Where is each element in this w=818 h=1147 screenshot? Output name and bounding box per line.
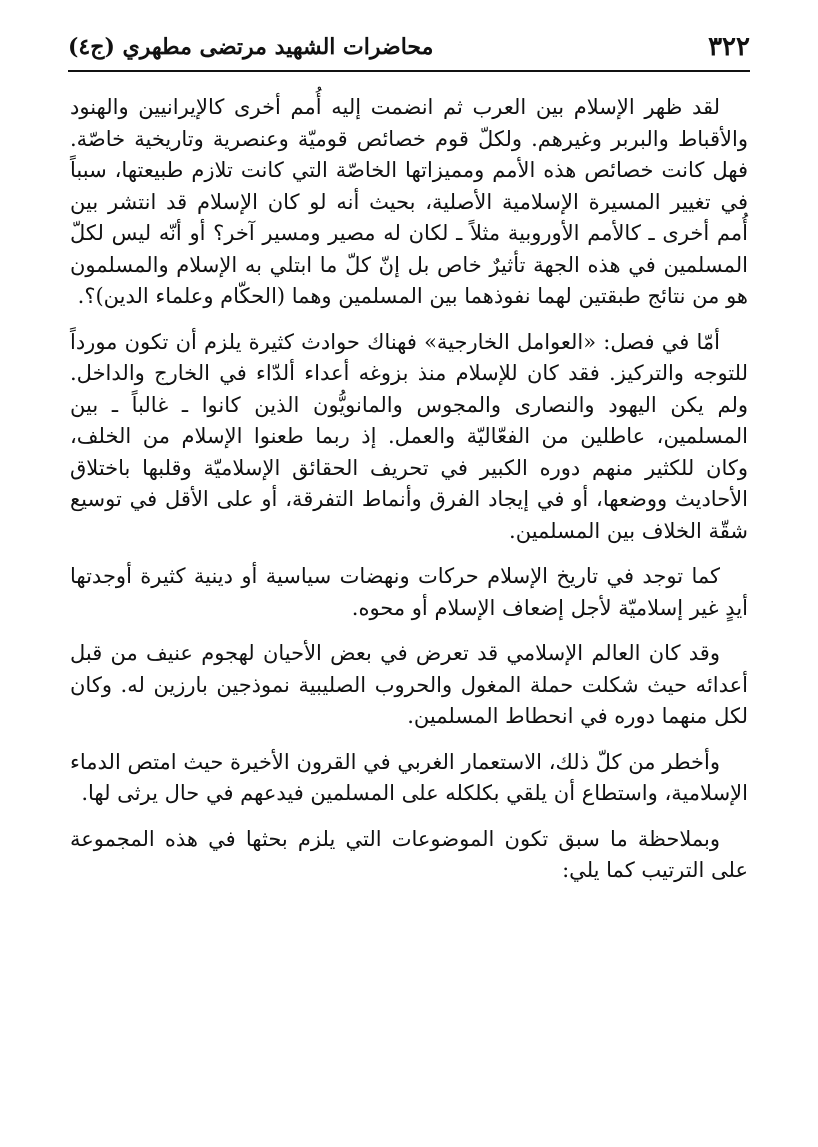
paragraph: وقد كان العالم الإسلامي قد تعرض في بعض الأحيان لهجوم عنيف من قبل أعدائه حيث شكلت حملة المغول والحروب الصليبية نموذجين بارزين له. وكان لكل منهما دوره في انحطاط المسلمين. bbox=[70, 641, 748, 728]
page-header bbox=[68, 24, 750, 70]
paragraph: لقد ظهر الإسلام بين العرب ثم انضمت إليه أُمم أخرى كالإيرانيين والهنود والأقباط والبربر وغيرهم. ولكلّ قوم خصائص قوميّة وعنصرية وتاريخية خاصّة. فهل كانت خصائص هذه الأمم ومميزاتها الخاصّة التي كانت تلازم طبيعتها، سبباً في تغيير المسيرة الإسلامية الأصلية، بحيث أنه لو كان الإسلام قد انتشر بين أُمم أخرى ـ كالأمم الأوروبية مثلاً ـ لكان له مصير ومسير آخر؟ أو أنّه ليس لكلّ المسلمين في هذه الجهة تأثيرٌ خاص بل إنّ كلّ ما ابتلي به الإسلام والمسلمون هو من نتائج طبقتين لهما نفوذهما بين المسلمين وهما (الحكّام وعلماء الدين)؟. bbox=[70, 95, 748, 308]
paragraph: أمّا في فصل: «العوامل الخارجية» فهناك حوادث كثيرة يلزم أن تكون مورداً للتوجه والتركيز. فقد كان للإسلام منذ بزوغه أعداء ألدّاء في الخارج والداخل. ولم يكن اليهود والنصارى والمجوس والمانويُّون الذين كانوا ـ غالباً ـ بين المسلمين، عاطلين من الفعّاليّة والعمل. إذ ربما طعنوا الإسلام من الخلف، وكان للكثير منهم دوره الكبير في تحريف الحقائق الإسلاميّة وقلبها باختلاق الأحاديث ووضعها، أو في إيجاد الفرق وأنماط التفرقة، أو على الأقل في توسيع شقّة الخلاف بين المسلمين. bbox=[70, 329, 749, 543]
page-body bbox=[70, 92, 748, 887]
page-number: ٣٢٢ bbox=[708, 32, 750, 62]
paragraph: وبملاحظة ما سبق تكون الموضوعات التي يلزم بحثها في هذه المجموعة على الترتيب كما يلي: bbox=[70, 826, 748, 882]
header-rule bbox=[68, 70, 750, 72]
paragraph: وأخطر من كلّ ذلك، الاستعمار الغربي في القرون الأخيرة حيث امتص الدماء الإسلامية، واستطاع أن يلقي بكلكله على المسلمين فيدعهم في حال يرثى لها. bbox=[70, 749, 748, 805]
paragraph: كما توجد في تاريخ الإسلام حركات ونهضات سياسية أو دينية كثيرة أوجدتها أيدٍ غير إسلاميّة لأجل إضعاف الإسلام أو محوه. bbox=[70, 564, 748, 620]
running-title: محاضرات الشهيد مرتضى مطهري (ج٤) bbox=[68, 34, 434, 60]
